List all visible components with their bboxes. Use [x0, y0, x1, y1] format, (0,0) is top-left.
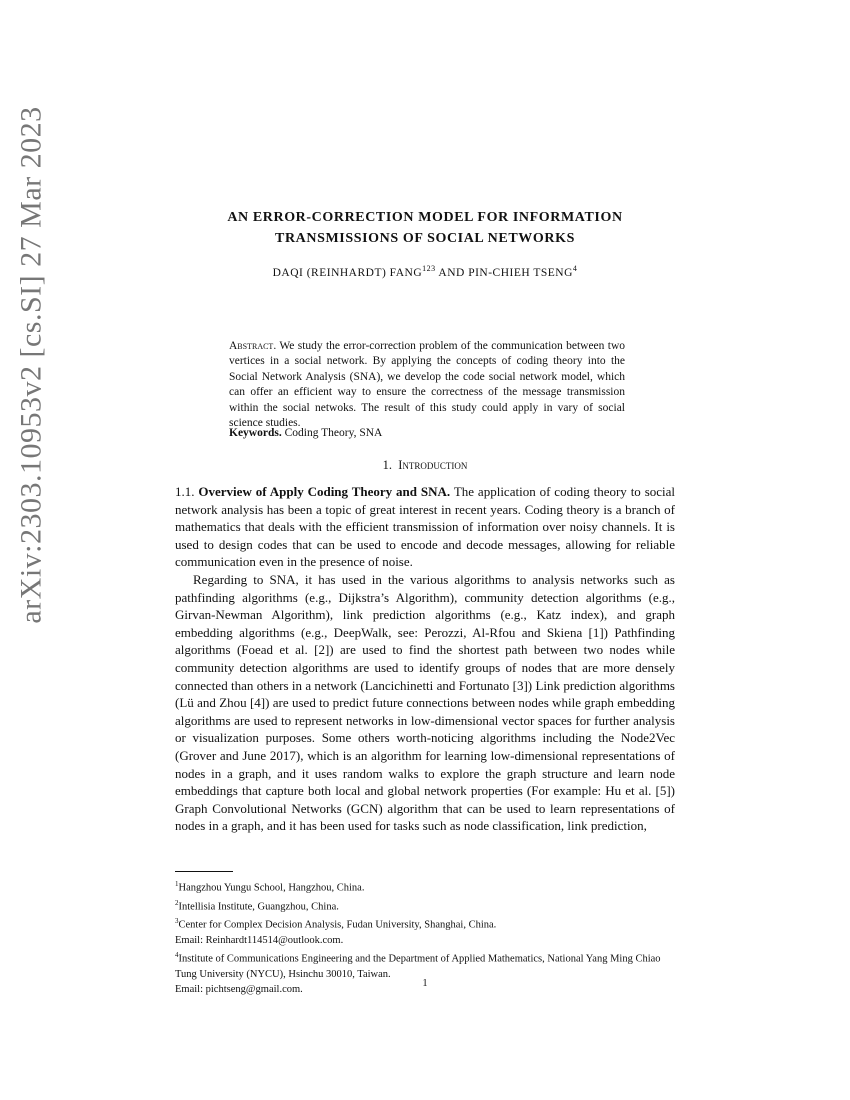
paper-title: [175, 207, 675, 249]
author-2-affiliation-marks: 4: [572, 264, 578, 273]
footnote-4-mark: 4: [175, 951, 179, 960]
footnote-2-mark: 2: [175, 898, 179, 907]
subsection-number: 1.1.: [175, 484, 195, 499]
section-number: 1.: [382, 458, 392, 472]
footnote-4-email: Email: pichtseng@gmail.com.: [175, 984, 303, 996]
keywords-text: Coding Theory, SNA: [284, 427, 383, 439]
keywords-line: [229, 427, 625, 439]
footnote-divider: [175, 871, 233, 872]
footnote-1-text: Hangzhou Yungu School, Hangzhou, China.: [178, 882, 365, 894]
footnote-3: [175, 914, 675, 933]
subsection-title: Overview of Apply Coding Theory and SNA.: [198, 484, 451, 499]
body-text: [175, 483, 675, 835]
paper-title-line-2: TRANSMISSIONS OF SOCIAL NETWORKS: [275, 231, 575, 246]
paragraph-1: [175, 483, 675, 571]
footnote-2-text: Intellisia Institute, Guangzhou, China.: [178, 901, 339, 913]
footnote-1-mark: 1: [175, 880, 179, 888]
section-heading-introduction: [175, 458, 675, 473]
paper-title-line-1: AN ERROR-CORRECTION MODEL FOR INFORMATION: [227, 210, 623, 225]
section-title: Introduction: [398, 458, 468, 472]
author-joiner: AND: [435, 266, 469, 279]
arxiv-identifier-stamp: [6, 106, 58, 624]
footnote-3-mark: 3: [175, 917, 179, 926]
footnote-3-email: Email: Reinhardt114514@outlook.com.: [175, 935, 344, 947]
author-line: [175, 264, 675, 279]
footnote-4-text: Institute of Communications Engineering and the Department of Applied Mathematics, National Yang Ming Chiao Tung University (NYCU), Hsinchu 30010, Taiwan.: [175, 953, 661, 981]
paragraph-2: [175, 571, 675, 835]
footnote-3-text: Center for Complex Decision Analysis, Fudan University, Shanghai, China.: [178, 919, 497, 931]
abstract-label: Abstract.: [229, 340, 277, 352]
author-1-affiliation-marks: 123: [422, 264, 436, 273]
author-1-name: DAQI (REINHARDT) FANG: [272, 266, 423, 279]
author-2-name: PIN-CHIEH TSENG: [468, 266, 573, 279]
paragraph-1-text: The application of coding theory to social network analysis has been a topic of great interest in recent years. Coding theory is a branch of mathematics that deals with the efficient transmission of information over noisy channels. It is used to design codes that can be used to encode and decode messages, allowing for reliable communication even in the presence of noise.: [175, 484, 676, 570]
arxiv-identifier-text: arXiv:2303.10953v2 [cs.SI] 27 Mar 2023: [15, 106, 48, 624]
footnote-2: [175, 896, 675, 915]
keywords-label: Keywords.: [229, 427, 282, 439]
paragraph-2-text: Regarding to SNA, it has used in the various algorithms to analysis networks such as pathfinding algorithms (e.g., Dijkstra’s Algorithm), community detection algorithms (e.g., Girvan-Newman Algorithm), link prediction algorithms (e.g., Katz index), and graph embedding algorithms (e.g., DeepWalk, see: Perozzi, Al-Rfou and Skiena [1]) Pathfinding algorithms (Foead et al. [2]) are used to find the shortest path between two nodes while community detection algorithms are used to identify groups of nodes that are more densely connected than others in a network (Lancichinetti and Fortunato [3]) Link prediction algorithms (Lü and Zhou [4]) are used to predict future connections between nodes while graph embedding algorithms are used to represent networks in low-dimensional vector spaces for further analysis or visualization purposes. Some others worth-noticing algorithms including the Node2Vec (Grover and June 2017), which is an algorithm for learning low-dimensional representations of nodes in a graph, and it uses random walks to explore the graph structure and learn node embeddings that capture both local and global network properties (For example: Hu et al. [5]) Graph Convolutional Networks (GCN) algorithm that can be used to learn representations of nodes in a graph, and it has been used for tasks such as node classification, link prediction,: [175, 571, 675, 834]
page-number: 1: [422, 978, 428, 989]
abstract-block: [229, 339, 625, 431]
footnote-1: [175, 877, 675, 896]
abstract-text: We study the error-correction problem of the communication between two vertices in a social network. By applying the concepts of coding theory into the Social Network Analysis (SNA), we develop the code social network model, which can offer an efficient way to ensure the correctness of the message transmission within the social netwoks. The result of this study could apply in vary of social science studies.: [229, 340, 625, 430]
